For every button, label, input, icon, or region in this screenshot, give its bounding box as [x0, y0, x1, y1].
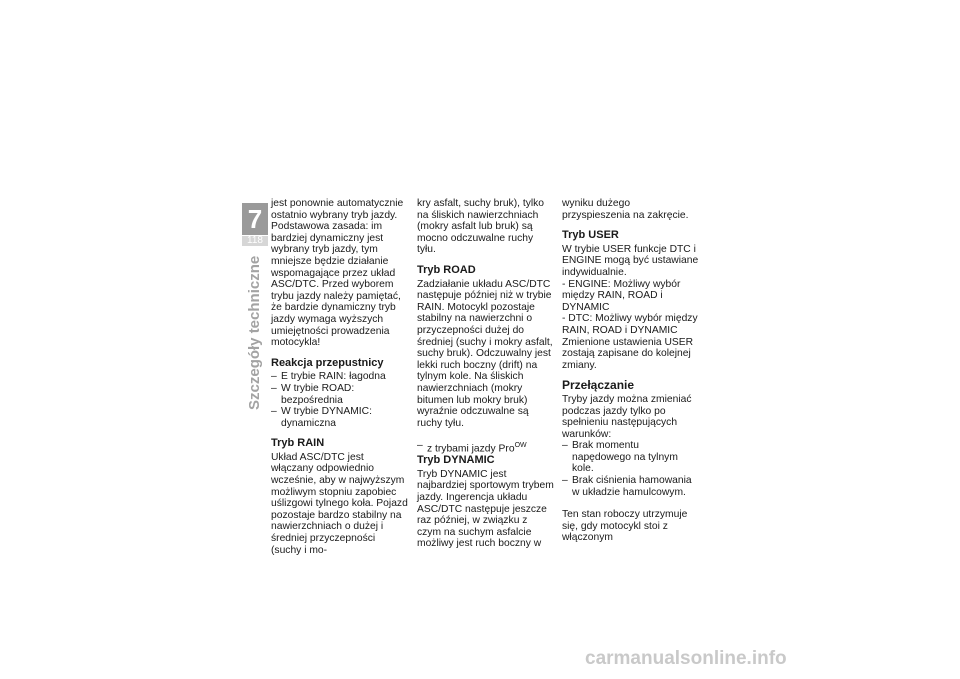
- rain-text-continued: kry asfalt, suchy bruk), tylko na śliskich nawierzchniach (mokry asfalt lub bruk) są mocno odczuwalne ruchy tyłu.: [417, 198, 545, 256]
- heading-throttle: Reakcja przepustnicy: [271, 356, 384, 369]
- user-dtc: - DTC: Możliwy wybór między RAIN, ROAD i DYNAMIC: [562, 313, 698, 336]
- list-item: – E trybie RAIN: łagodna: [271, 371, 408, 383]
- section-side-title: Szczegóły techniczne: [246, 255, 263, 410]
- switch-list: [562, 440, 699, 498]
- user-text: W trybie USER funkcje DTC i ENGINE mogą być ustawiane indywidualnie.: [562, 243, 699, 278]
- list-item: – Brak ciśnienia hamowania w układzie hamulcowym.: [562, 475, 699, 498]
- list-item: – Brak momentu napędowego na tylnym kole.: [562, 440, 699, 475]
- list-item: – W trybie DYNAMIC: dynamiczna: [271, 406, 408, 429]
- switch-text: Tryby jazdy można zmieniać podczas jazdy tylko po spełnieniu następujących warunków:: [562, 393, 692, 440]
- intro-text: jest ponownie automatycznie ostatnio wybrany tryb jazdy. Podstawowa zasada: im bardziej dynamiczny jest wybrany tryb jazdy, tym mniejsze będzie działanie wspomagające przez układ ASC/DTC. Przed wyborem trybu jazdy należy pamiętać, że bardzie dynamiczny tryb jazdy wymaga wyższych umiejętności prowadzenia motocykla!: [271, 198, 404, 349]
- column-2: [417, 198, 554, 550]
- pro-superscript: OW: [514, 442, 527, 450]
- dynamic-text-continued: wyniku dużego przyspieszenia na zakręcie.: [562, 198, 689, 221]
- user-saved: Zmienione ustawienia USER zostają zapisane do kolejnej zmiany.: [562, 336, 694, 371]
- heading-road: Tryb ROAD: [417, 263, 476, 276]
- heading-rain: Tryb RAIN: [271, 437, 325, 450]
- pro-line: – z trybami jazdy Pro$^{OW}$: [417, 440, 554, 455]
- list-item: – W trybie ROAD: bezpośrednia: [271, 383, 408, 406]
- final-text: Ten stan roboczy utrzymuje się, gdy motocykl stoi z włączonym: [562, 509, 688, 544]
- watermark: carmanualsonline.info: [585, 648, 787, 669]
- rain-text: Układ ASC/DTC jest włączany odpowiednio wcześnie, aby w najwyższym możliwym stopniu zapobiec uślizgowi tylnego koła. Pojazd pozostaje bardzo stabilny na nawierzchniach o dużej i średniej przyczepności (suchy i mo-: [271, 451, 408, 556]
- throttle-list: [271, 371, 408, 429]
- user-engine: - ENGINE: Możliwy wybór między RAIN, ROAD i DYNAMIC: [562, 278, 681, 313]
- page-number: 118: [242, 236, 268, 246]
- column-1: [271, 198, 408, 556]
- heading-switch: Przełączanie: [562, 378, 635, 393]
- dynamic-text: Tryb DYNAMIC jest najbardziej sportowym trybem jazdy. Ingerencja układu ASC/DTC następuje jeszcze raz później, w związku z czym na suchym asfalcie możliwy jest ruch boczny w: [417, 468, 554, 550]
- heading-dynamic: Tryb DYNAMIC: [417, 454, 495, 467]
- road-text: Zadziałanie układu ASC/DTC następuje później niż w trybie RAIN. Motocykl pozostaje stabilny na nawierzchni o przyczepności dużej do średniej (suchy i mokry asfalt, suchy bruk). Odczuwalny jest lekki ruch boczny (drift) na tylnym kole. Na śliskich nawierzchniach (mokry bitumen lub mokry bruk) wyraźnie odczuwalne są ruchy tyłu.: [417, 278, 553, 429]
- chapter-number: 7: [242, 203, 268, 235]
- column-3: [562, 198, 699, 544]
- pro-note: [417, 440, 554, 455]
- heading-user: Tryb USER: [562, 229, 619, 242]
